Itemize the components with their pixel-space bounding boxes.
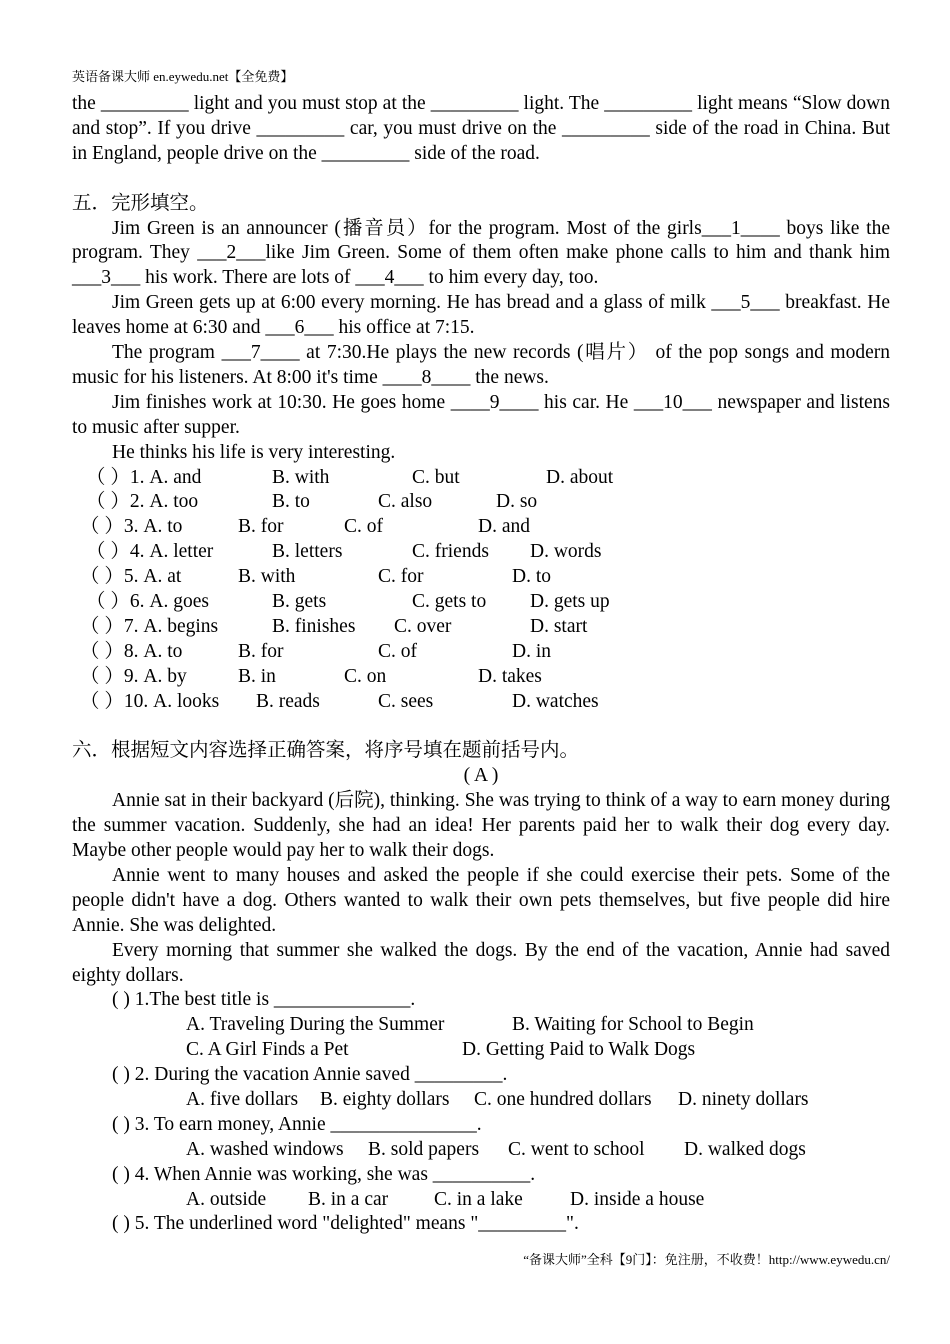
cloze-q3-option-b: B. for [238, 516, 284, 538]
reading-question-3 [72, 1113, 890, 1138]
cloze-q5-option-c: C. for [378, 566, 424, 588]
cloze-question-1 [72, 466, 890, 491]
cloze-question-5 [72, 565, 890, 590]
cloze-q6-option-b: B. gets [272, 591, 327, 613]
reading-q4-stem: ( ) 4. When Annie was working, she was __________. [112, 1163, 536, 1185]
reading-q3-option-b: B. sold papers [368, 1138, 480, 1160]
cloze-q3-option-c: C. of [344, 516, 383, 538]
cloze-q5-option-b: B. with [238, 566, 296, 588]
cloze-q2-option-d: D. so [496, 491, 538, 513]
cloze-q9-option-d: D. takes [478, 665, 542, 687]
section5-paragraph-5: He thinks his life is very interesting. [112, 441, 396, 463]
reading-q4-option-a: A. outside [186, 1188, 267, 1210]
cloze-q2-option-b: B. to [272, 491, 310, 513]
reading-q3-option-c: C. went to school [508, 1138, 645, 1160]
reading-paragraph-3: Every morning that summer she walked the dogs. By the end of the vacation, Annie had saved eighty dollars. [72, 939, 890, 986]
reading-q1-option-a: A. Traveling During the Summer [186, 1014, 445, 1036]
cloze-q10-option-c: C. sees [378, 690, 434, 712]
page-header: 英语备课大师 en.eywedu.net【全免费】 [72, 69, 294, 84]
cloze-question-8 [72, 640, 890, 665]
reading-question-4 [72, 1163, 890, 1188]
reading-q4-option-c: C. in a lake [434, 1188, 523, 1210]
cloze-q10-option-a: （ ）10. A. looks [80, 690, 220, 712]
cloze-q9-option-c: C. on [344, 665, 387, 687]
cloze-question-10 [72, 690, 890, 715]
reading-q4-option-b: B. in a car [308, 1188, 389, 1210]
cloze-q4-option-d: D. words [530, 541, 602, 563]
reading-question-5 [72, 1212, 890, 1237]
cloze-q3-option-d: D. and [478, 516, 530, 538]
reading-q1-stem: ( ) 1.The best title is ______________. [112, 989, 416, 1011]
reading-q3-stem: ( ) 3. To earn money, Annie _______________. [112, 1113, 482, 1135]
section6-heading: 六．根据短文内容选择正确答案，将序号填在题前括号内。 [72, 740, 580, 762]
reading-q2-options [72, 1088, 890, 1113]
reading-q2-option-c: C. one hundred dollars [474, 1089, 652, 1110]
reading-paragraph-1: Annie sat in their backyard (后院), thinking. She was trying to think of a way to earn money during the summer vacation. Suddenly, she had an idea! Her parents paid her to walk their dog every day. Maybe other people would pay her to walk their dogs. [72, 790, 890, 861]
cloze-q1-option-d: D. about [546, 466, 614, 488]
reading-q4-options [72, 1188, 890, 1213]
reading-q2-stem: ( ) 2. During the vacation Annie saved _________. [112, 1064, 508, 1086]
cloze-q7-option-d: D. start [530, 615, 588, 637]
reading-question-2 [72, 1063, 890, 1088]
reading-q1-options-row-2 [72, 1038, 890, 1063]
cloze-question-9 [72, 665, 890, 690]
document-body [72, 92, 890, 1237]
cloze-question-2 [72, 490, 890, 515]
reading-q3-option-d: D. walked dogs [684, 1138, 806, 1160]
cloze-q7-option-b: B. finishes [272, 615, 356, 637]
cloze-question-7 [72, 615, 890, 640]
section5-paragraph-2: Jim Green gets up at 6:00 every morning. He has bread and a glass of milk ___5___ breakfast. He leaves home at 6:30 and ___6___ his office at 7:15. [72, 292, 890, 339]
cloze-q4-option-a: （ ）4. A. letter [86, 541, 214, 563]
intro-paragraph: the _________ light and you must stop at the _________ light. The _________ light means “Slow down and stop”. If you drive _________ car, you must drive on the _________ side of the road in China. But in England, people drive on the _________ side of the road. [72, 93, 890, 164]
cloze-q1-option-c: C. but [412, 466, 460, 488]
cloze-q5-option-a: （ ）5. A. at [80, 566, 182, 588]
section5-heading: 五．完形填空。 [72, 192, 209, 214]
cloze-q6-option-a: （ ）6. A. goes [86, 591, 209, 613]
reading-q1-option-c: C. A Girl Finds a Pet [186, 1039, 349, 1061]
reading-q1-options-row-1 [72, 1013, 890, 1038]
reading-q2-option-b: B. eighty dollars [320, 1089, 450, 1110]
cloze-q8-option-d: D. in [512, 640, 551, 662]
cloze-question-3 [72, 515, 890, 540]
page-footer: “备课大师”全科【9门】：免注册，不收费！http://www.eywedu.cn/ [523, 1252, 890, 1267]
reading-q1-option-b: B. Waiting for School to Begin [512, 1014, 754, 1036]
passage-label: ( A ) [463, 765, 499, 787]
cloze-q6-option-c: C. gets to [412, 591, 487, 613]
reading-q2-option-a: A. five dollars [186, 1089, 299, 1110]
cloze-q9-option-b: B. in [238, 665, 276, 687]
cloze-q1-option-a: （ ）1. A. and [86, 466, 202, 488]
cloze-q9-option-a: （ ）9. A. by [80, 665, 187, 687]
cloze-q10-option-d: D. watches [512, 690, 599, 712]
cloze-q7-option-a: （ ）7. A. begins [80, 615, 219, 637]
reading-q1-option-d: D. Getting Paid to Walk Dogs [462, 1039, 696, 1061]
section5-paragraph-4: Jim finishes work at 10:30. He goes home ____9____ his car. He ___10___ newspaper and listens to music after supper. [72, 391, 890, 438]
reading-q2-option-d: D. ninety dollars [678, 1089, 809, 1110]
cloze-q5-option-d: D. to [512, 566, 551, 588]
section5-paragraph-3: The program ___7____ at 7:30.He plays the new records (唱片） of the pop songs and modern music for his listeners. At 8:00 it's time ____8____ the news. [72, 342, 890, 388]
reading-q3-options [72, 1138, 890, 1163]
cloze-question-6 [72, 590, 890, 615]
cloze-q2-option-a: （ ）2. A. too [86, 491, 199, 513]
section5-paragraph-1: Jim Green is an announcer (播音员）for the program. Most of the girls___1____ boys like the program. They ___2___like Jim Green. Some of them often make phone calls to him and thank him ___3___ his work. There are lots of ___4___ to him every day, too. [72, 217, 890, 289]
cloze-q8-option-a: （ ）8. A. to [80, 640, 183, 662]
reading-question-1 [72, 988, 890, 1013]
cloze-q4-option-c: C. friends [412, 541, 489, 563]
cloze-q2-option-c: C. also [378, 491, 433, 513]
cloze-q6-option-d: D. gets up [530, 591, 610, 613]
cloze-q7-option-c: C. over [394, 615, 452, 637]
cloze-q4-option-b: B. letters [272, 541, 343, 563]
reading-paragraph-2: Annie went to many houses and asked the people if she could exercise their pets. Some of the people didn't have a dog. Others wanted to walk their own pets themselves, but five people did hire Annie. She was delighted. [72, 864, 890, 936]
reading-q4-option-d: D. inside a house [570, 1188, 705, 1210]
reading-q3-option-a: A. washed windows [186, 1138, 344, 1160]
cloze-q8-option-c: C. of [378, 640, 417, 662]
reading-q5-stem: ( ) 5. The underlined word "delighted" means "_________". [112, 1213, 579, 1235]
cloze-question-4 [72, 540, 890, 565]
cloze-q1-option-b: B. with [272, 466, 330, 488]
cloze-q8-option-b: B. for [238, 640, 284, 662]
cloze-q3-option-a: （ ）3. A. to [80, 516, 183, 538]
cloze-q10-option-b: B. reads [256, 690, 320, 712]
